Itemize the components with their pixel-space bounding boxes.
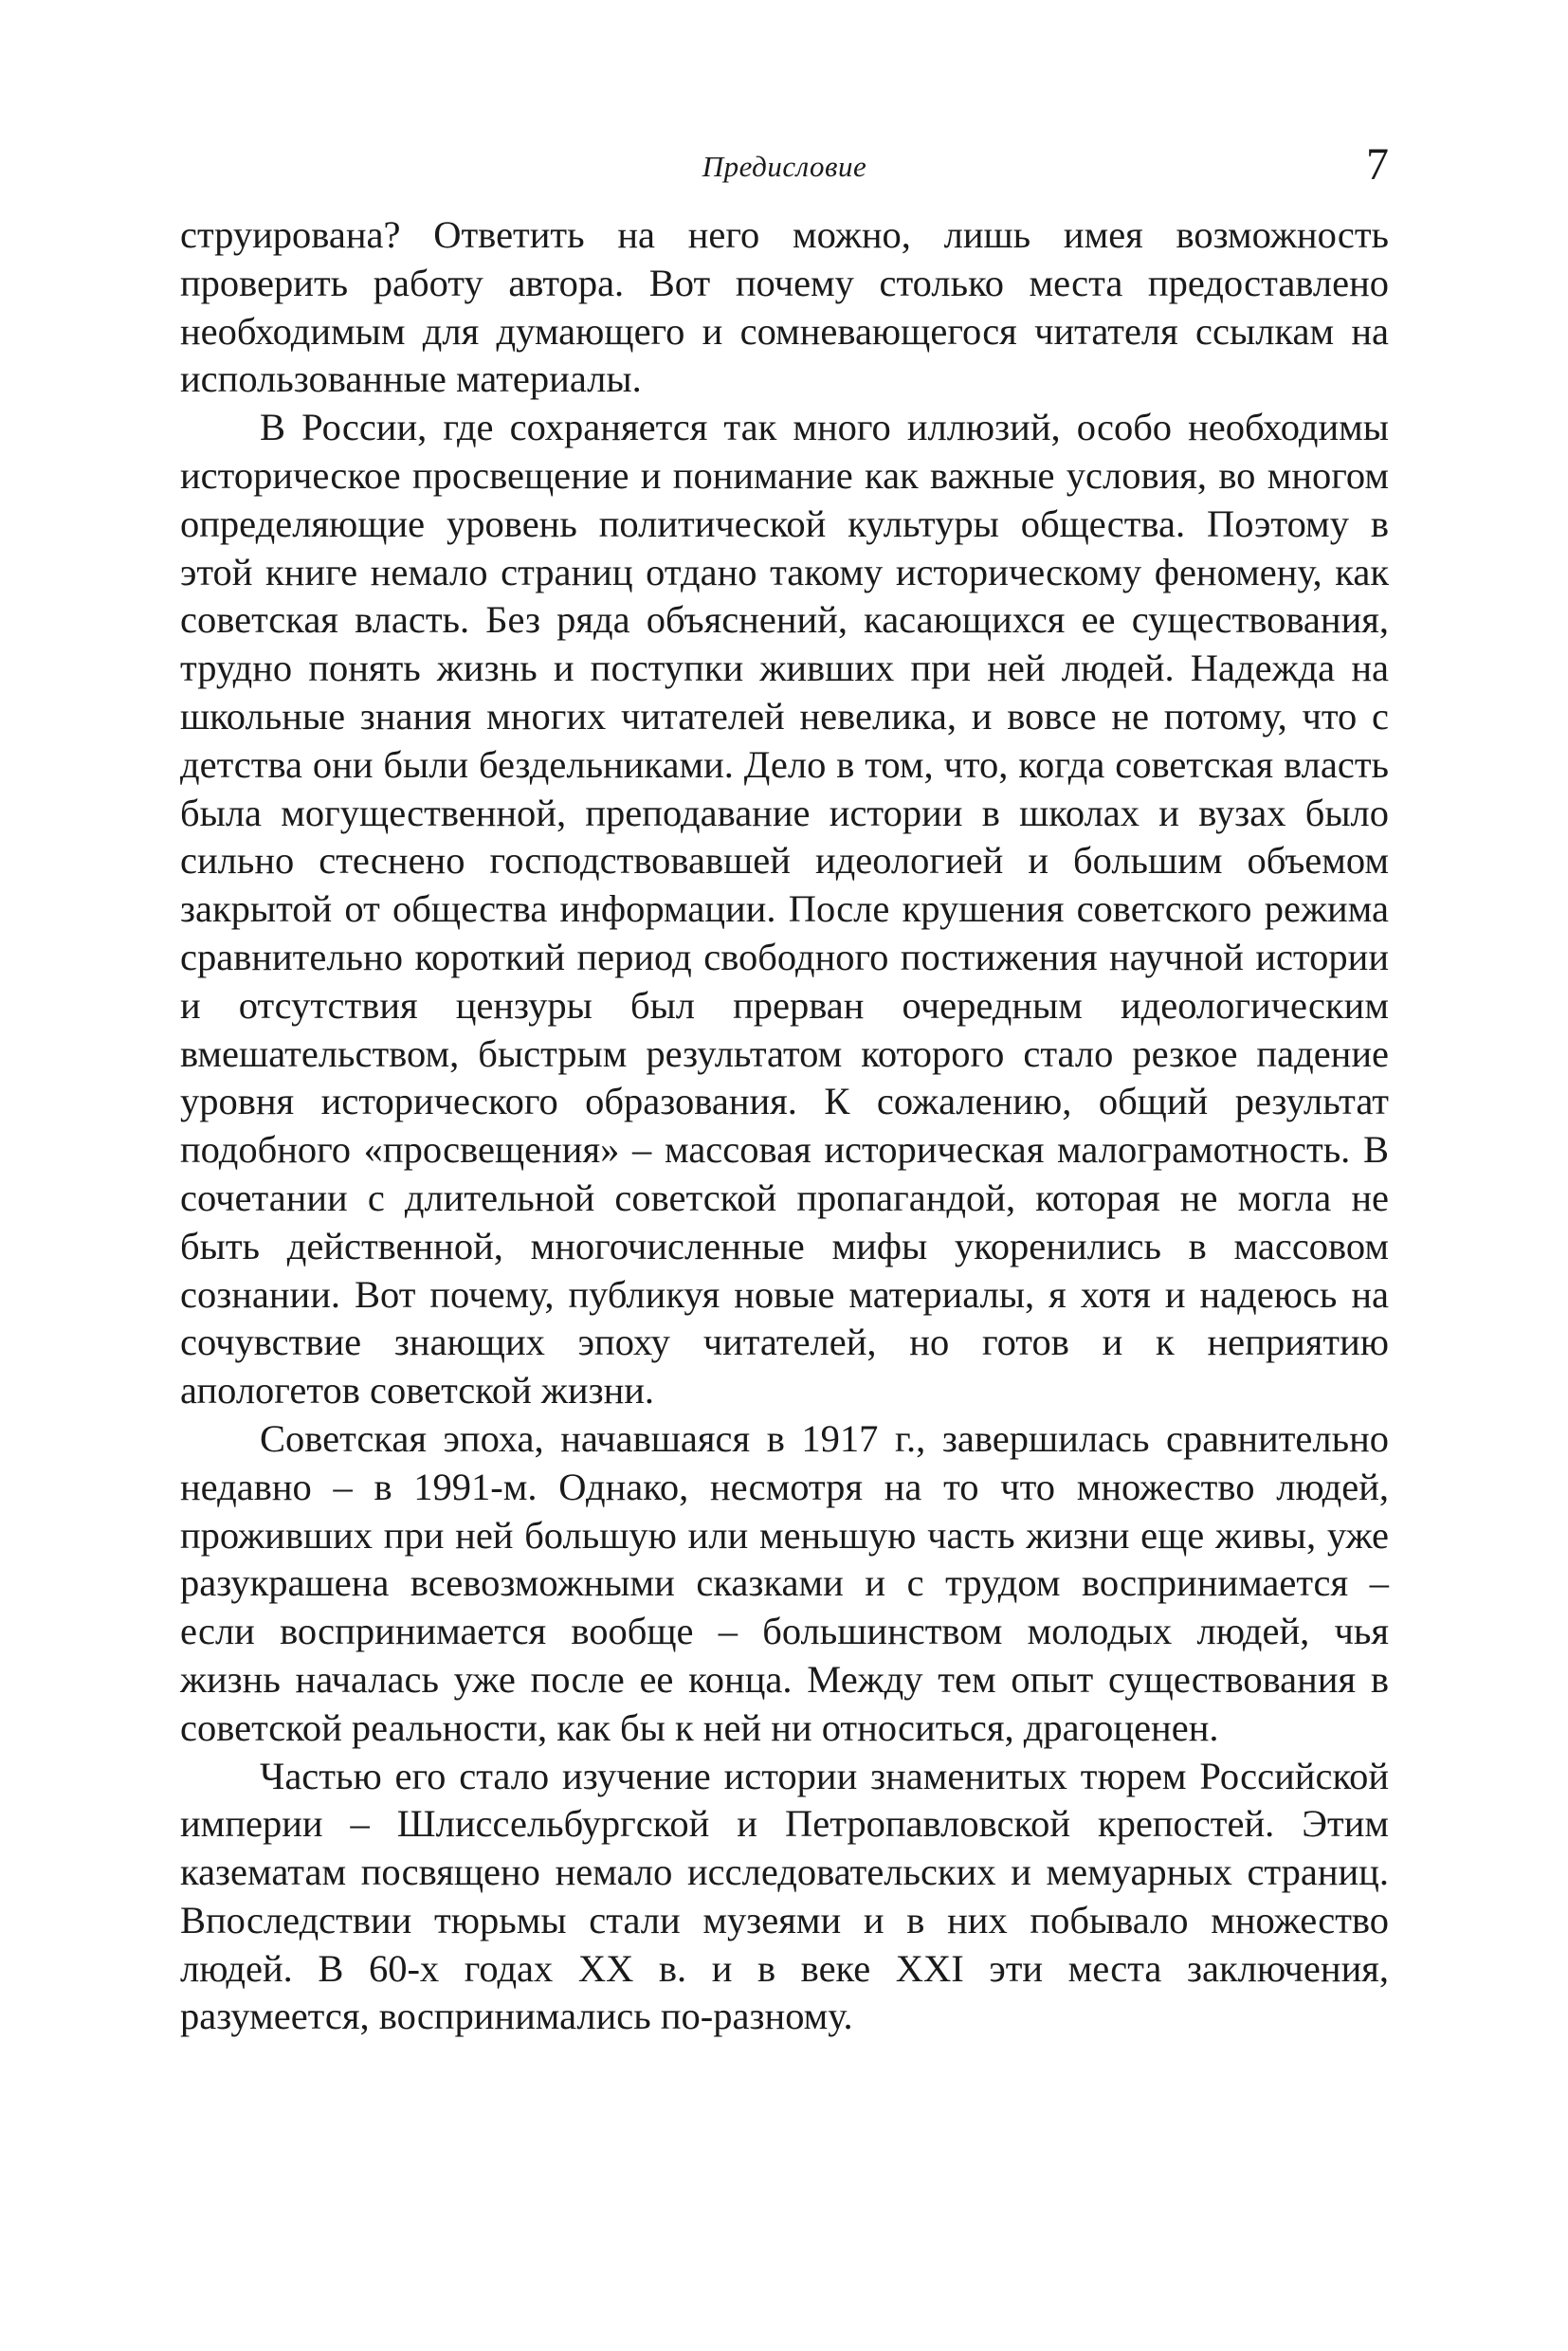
paragraph: Советская эпоха, начавшаяся в 1917 г., завершилась сравнительно недавно – в 1991-м. Однако, несмотря на то что множество людей, проживших при ней большую или меньшую часть жизни еще живы, уже разукрашена всевозможными сказками и с трудом воспринимается – если воспринимается вообще – большинством молодых людей, чья жизнь началась уже после ее конца. Между тем опыт существования в советской реальности, как бы к ней ни относиться, драгоценен.: [180, 1416, 1389, 1749]
paragraph: В России, где сохраняется так много иллюзий, особо необходимы историческое просвещение и понимание как важные условия, во многом определяющие уровень политической культуры общества. Поэтому в этой книге немало страниц отдано такому историческому феномену, как советская власть. Без ряда объяснений, касающихся ее существования, трудно понять жизнь и поступки живших при ней людей. Надежда на школьные знания многих читателей невелика, и вовсе не потому, что с детства они были бездельниками. Дело в том, что, когда советская власть была могущественной, преподавание истории в школах и вузах было сильно стеснено господствовавшей идеологией и большим объемом закрытой от общества информации. После крушения советского режима сравнительно короткий период свободного постижения научной истории и отсутствия цензуры был прерван очередным идеологическим вмешательством, быстрым результатом которого стало резкое падение уровня исторического образования. К сожалению, общий результат подобного «просвещения» – массовая историческая малограмотность. В сочетании с длительной советской пропагандой, которая не могла не быть действенной, многочисленные мифы укоренились в массовом сознании. Вот почему, публикуя новые материалы, я хотя и надеюсь на сочувствие знающих эпоху читателей, но готов и к неприятию апологетов советской жизни.: [180, 406, 1389, 1412]
page-number: 7: [1366, 139, 1389, 190]
paragraph-continued: струирована? Ответить на него можно, лишь имея возможность проверить работу автора. Вот почему столько места предоставлено необходимым для думающего и сомневающегося читателя ссылкам на использованные материалы.: [180, 213, 1389, 401]
running-head: [180, 139, 1389, 199]
body-text: [180, 211, 1389, 2041]
running-title: Предисловие: [702, 150, 867, 183]
paragraph: Частью его стало изучение истории знаменитых тюрем Российской империи – Шлиссельбургской и Петропавловской крепостей. Этим казематам посвящено немало исследовательских и мемуарных страниц. Впоследствии тюрьмы стали музеями и в них побывало множество людей. В 60-х годах XX в. и в веке XXI эти места заключения, разумеется, воспринимались по-разному.: [180, 1754, 1389, 2038]
